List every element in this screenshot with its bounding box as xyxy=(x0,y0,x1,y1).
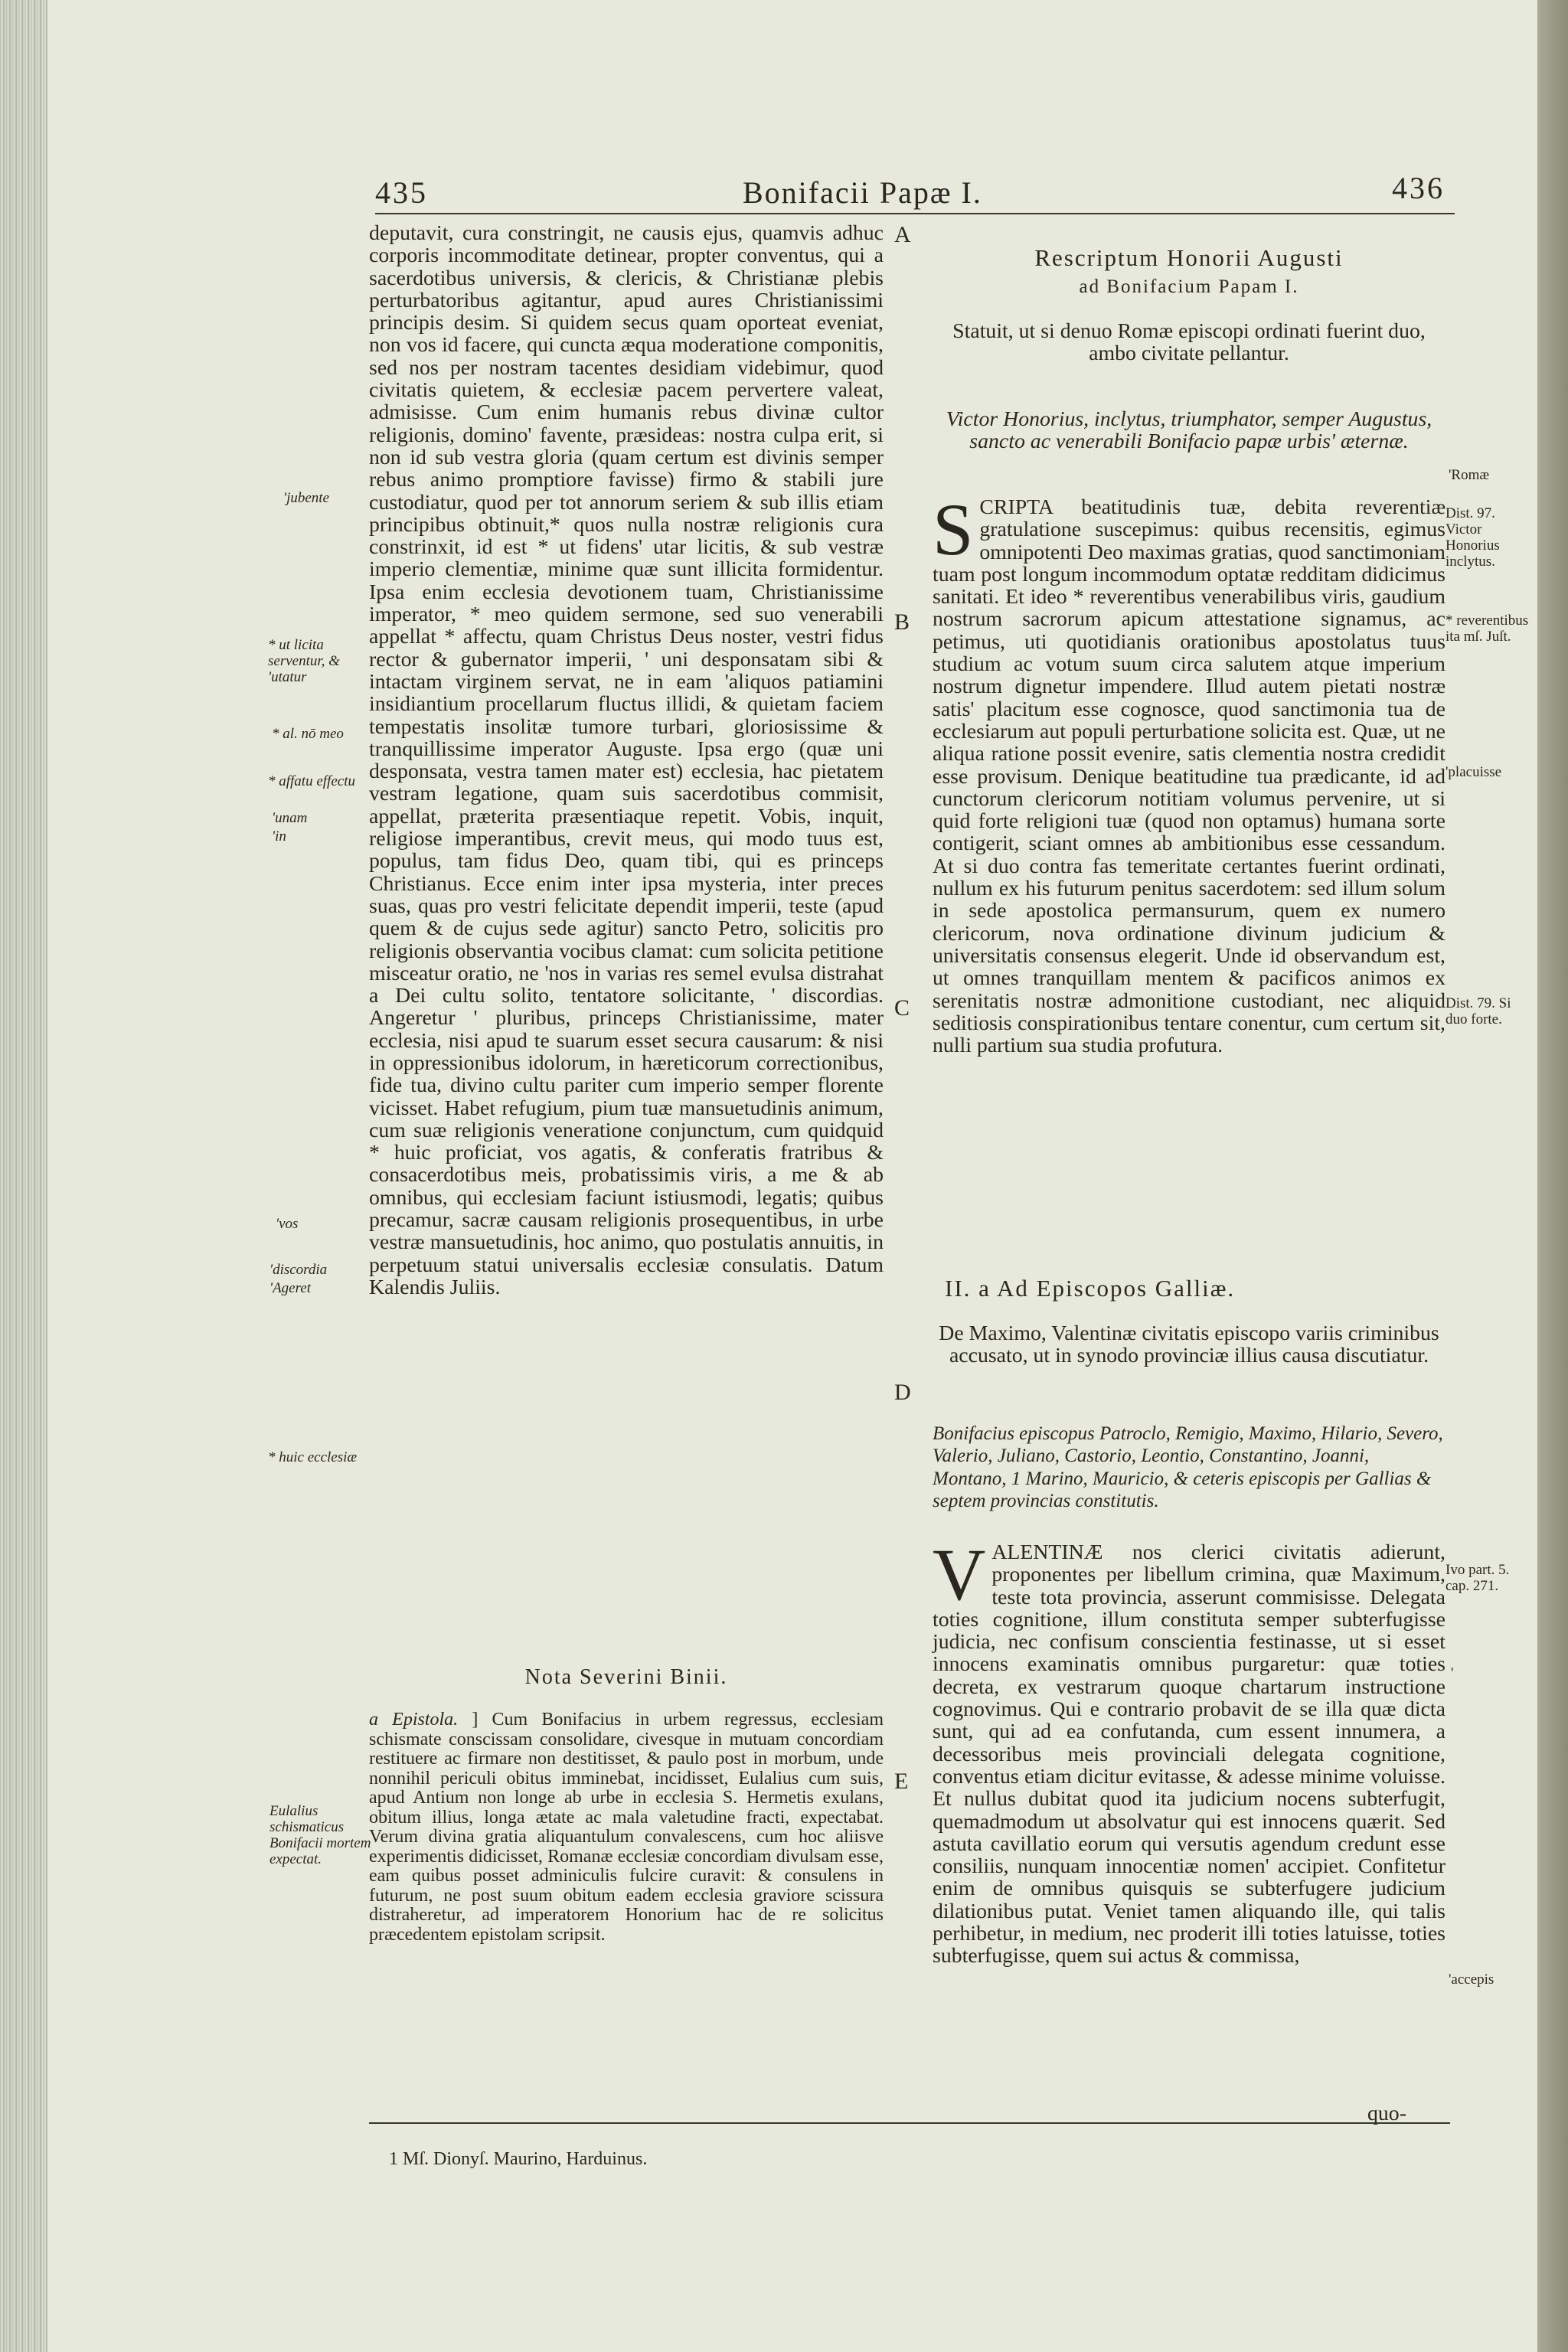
right-margin-note: Ivo part. 5. cap. 271. xyxy=(1446,1562,1510,1594)
rescript-title: Rescriptum Honorii Augusti xyxy=(1034,244,1344,271)
left-margin-note: 'vos xyxy=(276,1216,299,1232)
note-text: ] Cum Bonifacius in urbem regressus, ecclesiam schismate conscissam consolidare, civesque in mutuam concordiam restituere ac firmare non destitisset, & paulo post in morbum, unde nonnihil periculi obitus imminebat, incidisset, Eulalius cum suis, apud Antium non longe ab urbe in ecclesia S. Hermetis exulans, obitum illius, longa ætate ac mala valetudine fracti, expectabat. Verum divina gratia aliquantulum convalescens, cum hoc aliisve experimentis didicisset, Romanæ ecclesiæ concordiam divulsam esse, eam quibus posset adminiculis fulcire curavit: & consulens in futurum, ne post suum obitum eadem ecclesia graviore scissura distraheretur, ad imperatorem Honorium hac de re solicitus præcedentem epistolam scripsit. xyxy=(369,1710,884,1945)
left-margin-note: * affatu effectu xyxy=(268,773,355,789)
header-rule xyxy=(375,213,1455,214)
section-letter-c: C xyxy=(894,995,910,1021)
catchword: quo- xyxy=(1367,2102,1406,2125)
left-margin-note: 'unam xyxy=(272,810,308,826)
left-page-number: 435 xyxy=(375,175,428,210)
running-title: Bonifacii Papæ I. xyxy=(743,175,982,210)
section-letter-d: D xyxy=(894,1380,911,1405)
section-summary: De Maximo, Valentinæ civitatis episcopo variis criminibus accusato, ut in synodo provinciæ illius causa discutiatur. xyxy=(939,1321,1439,1368)
footnote-rule xyxy=(369,2122,1450,2124)
left-margin-note: * ut licita serventur, & 'utatur xyxy=(268,637,340,685)
section-text: ALENTINÆ nos clerici civitatis adierunt, proponentes per libellum crimina, quæ Maximum, teste tota provincia, asserunt commisisse. Delegata toties cognitione, illum constituta semper subterfugisse judicia, nec confisum conscientia festinasse, ut si esset innocens examinatis omnibus purgaretur: quæ toties decreta, ex vestrarum quoque chartarum instructione cognovimus. Qui e contrario probavit de se illa quæ dicta sunt, qui ad ea confutanda, cum essent innumera, a decessoribus meis provinciali delegata cognitione, conventus etiam dicitur evitasse, & adesse minime voluisse. Et nullus dubitat quod ita judicium nocens subterfugit, quemadmodum ut absolvatur qui est innocens quærit. Sed astuta cavillatio eorum qui versutis agendum credunt esse consiliis, nunquam innocentiæ nomen' accipiet. Confitetur enim de omnibus quisquis se subterfugere judicium dilationibus putat. Veniet tamen aliquando ille, qui talis perhibetur, in medium, nec proderit illi toties latuisse, toties subterfugisse, quem sui actus & commissa, xyxy=(933,1540,1446,1968)
book-page-edges xyxy=(0,0,47,2352)
left-column-text: deputavit, cura constringit, ne causis ejus, quamvis adhuc corporis incommoditate detinear, propter conventus, qui a sacerdotibus universis, & clericis, & Christianæ plebis perturbatoribus agitantur, apud aures Christianissimi principis desim. Si quidem secus quam oporteat eveniat, non vos id facere, qui cuncta æqua moderatione componitis, sed nos per nostram tacentes desidiam videbimur, quod civitatis quietem, & ecclesiæ pacem pervertere valeat, admisisse. Cum enim humanis rebus divinæ cultor religionis, domino' favente, præsideas: nostra culpa erit, si non id sub vestra gloria (quam certum est divinis semper rebus animo promptiore favisse) firmo & stabili jure custodiatur, quod per tot annorum seriem & sub illis etiam principibus obtinuit,* quos nulla nostræ religionis cura constrinxit, id est * ut fidens' utar licitis, & sub vestræ imperio clementiæ, minime quæ sunt illicita formidentur. Ipsa enim ecclesia devotionem tuam, Christianissime imperator, * meo quidem sermone, sed suo venerabili appellat * affectu, quam Christus Deus noster, vestri fidus rector & gubernator imperii, ' uni desponsatam sibi & intactam virginem servat, ne in eam 'aliquos patiamini insidiantium procellarum fluctus illidi, & quietam faciem tempestatis insolitæ tumore turbari, gloriosissime & tranquillissime imperator Auguste. Ipsa ergo (quæ uni desponsata, vestra tamen mater est) ecclesia, hac pietatem vestram legatione, quam suis sacerdotibus commisit, appellat, præterita præsentiaque repetit. Vobis, inquit, religiose imperantibus, crevit meus, qui modo tuus est, populus, tam fidus Deo, quam tibi, qui es princeps Christianus. Ecce enim inter ipsa mysteria, inter preces suas, quas pro vestri felicitate dependit imperii, teste (apud quem & de cujus sede agitur) sancto Petro, solicitis pro religionis observantia vocibus clamat: cum solicita petitione misceatur oratio, ne 'nos in varias res semel evulsa distrahat a Dei cultu solito, tentatore solicitante, ' discordias. Angeretur ' pluribus, princeps Christianissime, mater ecclesia, nisi apud te suarum esset secura causarum: & nisi in oppressionibus idolorum, in hæreticorum correctionibus, fide tua, divino cultu pariter cum imperio semper florente vicisset. Habet refugium, pium tuæ mansuetudinis animum, cum suæ religionis veneratione conjunctum, cum quidquid * huic proficiat, vos agatis, & conferatis fratribus & consacerdotibus meis, probatissimis viris, a me & ab omnibus, qui ecclesiam faciunt istiusmodi, legatis; quibus precamur, sacræ causam religionis prosequentibus, in urbe vestræ mansuetudinis, hoc animo, quo postulatis annuitis, in perpetuum statui universalis ecclesiæ consulatis. Datum Kalendis Juliis. xyxy=(369,221,884,1299)
left-margin-note: Eulalius schismaticus Bonifacii mortem expectat. xyxy=(270,1803,371,1867)
left-margin-note: * al. nō meo xyxy=(272,726,344,742)
note-heading: Nota Severini Binii. xyxy=(524,1665,728,1689)
section-body xyxy=(933,1534,1446,1968)
section-letter-b: B xyxy=(894,609,910,635)
section-salutation: Bonifacius episcopus Patroclo, Remigio, Maximo, Hilario, Severo, Valerio, Juliano, Castorio, Leontio, Constantino, Joanni, Montano, 1 Marino, Mauricio, & ceteris episcopis per Gallias & septem provincias constitutis. xyxy=(933,1423,1443,1511)
left-margin-note: 'jubente xyxy=(283,490,329,506)
rescript-salutation: Victor Honorius, inclytus, triumphator, semper Augustus, sancto ac venerabili Bonifacio papæ urbis' æternæ. xyxy=(946,407,1432,454)
left-margin-note: 'Ageret xyxy=(270,1280,312,1296)
rescript-body xyxy=(933,488,1446,1058)
right-margin-note: 'placuisse xyxy=(1446,764,1502,780)
right-margin-note: Dist. 79. Si duo forte. xyxy=(1446,995,1511,1027)
left-column xyxy=(369,222,884,1298)
book-binding-edge xyxy=(1537,0,1568,2352)
rescript-dropcap: S xyxy=(933,488,974,570)
left-margin-note: 'discordia xyxy=(270,1262,328,1278)
rescript-summary: Statuit, ut si denuo Romæ episcopi ordinati fuerint duo, ambo civitate pellantur. xyxy=(952,319,1426,366)
commentary-note xyxy=(369,1710,884,1945)
footnote: 1 Mſ. Dionyſ. Maurino, Harduinus. xyxy=(389,2149,648,2169)
rescript-text: CRIPTA beatitudinis tuæ, debita reverentiæ gratulatione suscepimus: quibus recensitis, egimus omnipotenti Deo maximas gratias, quod sanctimoniam tuam post longum incommodum optatæ redditam didicimus sanitati. Et ideo * reverentibus venerabilibus viris, gaudium nostrum sacrorum apicum attestatione signamus, ac petimus, uti quotidianis orationibus apostolatus tuus studium ac votum suum circa salutem atque imperium nostrum dignetur impendere. Illud autem pietati nostræ satis' placitum esse cognosce, quod sanctimonia tua de ecclesiarum aut populi perturbatione solicita est. Quæ, ut ne aliqua ratione possit evenire, satis clementia nostra credidit esse provisum. Denique beatitudine tua prædicante, id ad cunctorum clericorum notitiam volumus pervenire, ut si quid forte religioni tuæ (quod non optamus) humana sorte contigerit, sciant omnes ab ambitionibus esse cessandum. At si duo contra fas temeritate certantes fuerint ordinati, nullum ex his futurum penitus sacerdotem: sed illum solum in sede apostolica permansurum, quem ex numero clericorum, nova ordinatione divinum judicium & universitatis consensus elegerit. Unde id observandum est, ut omnes tranquillam mentem & pacificos animos ex serenitatis nostræ admonitione custodiant, nec aliquid seditiosis conspirationibus tentare conentur, cum certum sit, nulli partium sua studia profutura. xyxy=(933,495,1446,1058)
right-page-number: 436 xyxy=(1392,171,1445,205)
rescript-subtitle: ad Bonifacium Papam I. xyxy=(1079,276,1299,297)
right-margin-note: 'Romæ xyxy=(1449,467,1490,483)
note-label: a Epistola. xyxy=(369,1710,459,1730)
section-dropcap: V xyxy=(933,1534,986,1615)
right-margin-note: 'accepis xyxy=(1449,1971,1494,1988)
right-margin-note: Dist. 97. Victor Honorius inclytus. xyxy=(1446,505,1500,570)
right-margin-note: ' xyxy=(1451,1665,1454,1681)
section-letter-e: E xyxy=(894,1769,909,1794)
left-margin-note: 'in xyxy=(272,828,286,844)
section-title: II. a Ad Episcopos Galliæ. xyxy=(945,1275,1236,1302)
section-letter-a: A xyxy=(894,222,911,247)
left-margin-note: * huic ecclesiæ xyxy=(268,1449,358,1465)
right-margin-note: * reverentibus ita mſ. Juſt. xyxy=(1446,612,1529,645)
